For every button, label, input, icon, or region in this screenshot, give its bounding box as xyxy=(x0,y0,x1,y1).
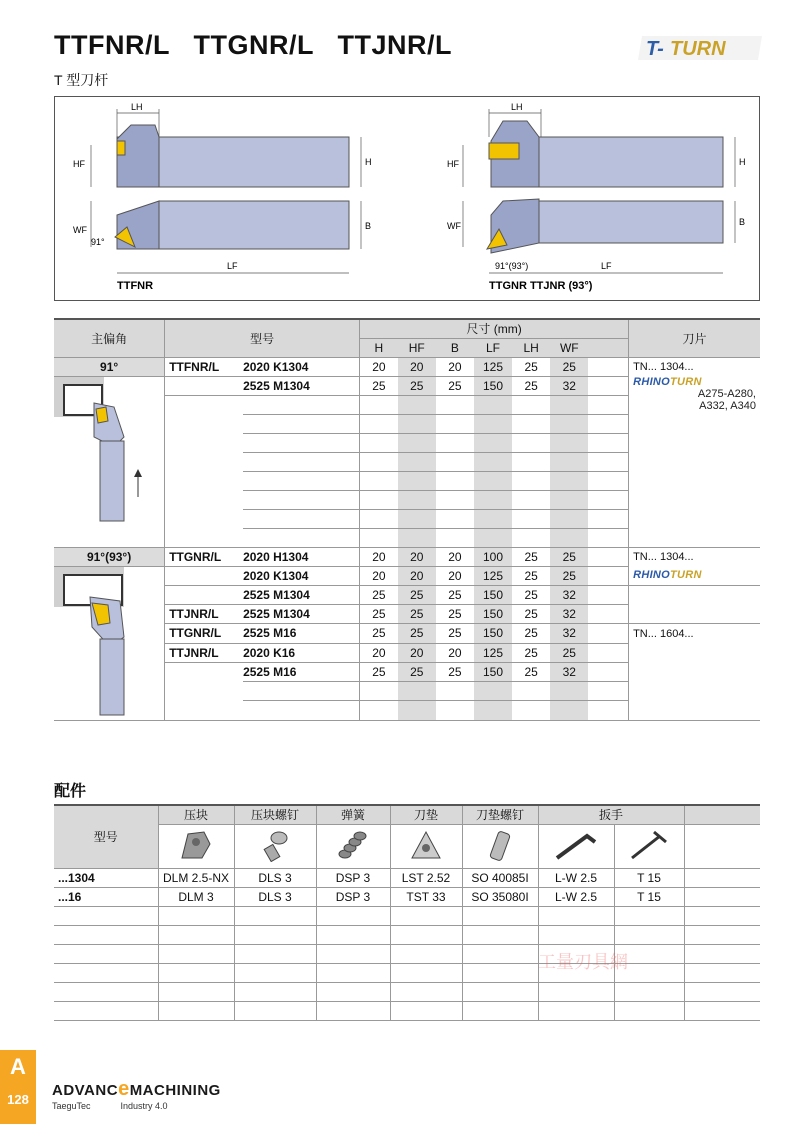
acc-col-shim: 刀垫 xyxy=(390,805,462,824)
insert-pages-a[interactable]: A275-A280, xyxy=(697,388,756,400)
t-wrench-icon xyxy=(614,824,684,868)
b-value: 25 xyxy=(436,376,474,395)
svg-text:91°(93°): 91°(93°) xyxy=(495,261,529,271)
h-value: 20 xyxy=(360,566,398,585)
wf-value: 25 xyxy=(550,547,588,566)
lh-value: 25 xyxy=(512,357,550,376)
lh-value: 25 xyxy=(512,662,550,681)
svg-text:LH: LH xyxy=(131,102,143,112)
code-cell: 2020 K1304 xyxy=(243,357,360,376)
watermark: 工量刃具網 xyxy=(538,952,628,972)
b-value: 20 xyxy=(436,357,474,376)
svg-text:HF: HF xyxy=(447,159,459,169)
code-cell: 2020 H1304 xyxy=(243,547,360,566)
table-row xyxy=(54,376,760,395)
svg-text:H: H xyxy=(739,157,746,167)
shim-screw-value: SO 40085I xyxy=(462,868,538,887)
col-angle: 主偏角 xyxy=(54,319,165,357)
wf-value: 25 xyxy=(550,357,588,376)
clamp-value: DLM 2.5-NX xyxy=(158,868,234,887)
shim-screw-icon xyxy=(462,824,538,868)
code-cell: 2525 M1304 xyxy=(243,585,360,604)
insert-pages-b[interactable]: A332, A340 xyxy=(699,400,756,412)
h-value: 25 xyxy=(360,585,398,604)
b-value: 25 xyxy=(436,585,474,604)
h-value: 25 xyxy=(360,376,398,395)
hf-value: 25 xyxy=(398,605,436,624)
svg-text:TTGNR TTJNR (93°): TTGNR TTJNR (93°) xyxy=(489,280,593,292)
t-turn-logo xyxy=(636,34,764,62)
code-cell: 2525 M16 xyxy=(243,662,360,681)
clamp-screw-icon xyxy=(234,824,316,868)
hf-value: 25 xyxy=(398,662,436,681)
lh-value: 25 xyxy=(512,624,550,643)
series-cell: TTGNR/L xyxy=(165,547,243,566)
accessories-title: 配件 xyxy=(54,783,87,800)
lf-value: 150 xyxy=(474,585,512,604)
ttgnr-holder-icon xyxy=(54,567,158,717)
svg-text:LH: LH xyxy=(511,102,523,112)
wf-value: 25 xyxy=(550,566,588,585)
acc-col-clamp: 压块 xyxy=(158,805,234,824)
series-cell: TTFNR/L xyxy=(165,357,243,376)
table-row xyxy=(54,868,760,887)
svg-text:91°: 91° xyxy=(91,237,105,247)
ttfnr-top-view xyxy=(73,201,371,292)
insert-code: TN... 1304... xyxy=(633,360,694,373)
svg-text:WF: WF xyxy=(73,225,87,235)
t-wrench-value: T 15 xyxy=(614,868,684,887)
insert-info-1 xyxy=(629,376,760,547)
h-value: 25 xyxy=(360,605,398,624)
ttfnr-holder-icon xyxy=(54,377,158,527)
series-cell: TTJNR/L xyxy=(165,643,243,662)
lf-value: 150 xyxy=(474,624,512,643)
acc-col-clamp-screw: 压块螺钉 xyxy=(234,805,316,824)
ttfnr-icon-cell xyxy=(54,376,165,547)
col-wf: WF xyxy=(550,338,588,357)
h-value: 20 xyxy=(360,643,398,662)
spring-value: DSP 3 xyxy=(316,887,390,906)
wf-value: 32 xyxy=(550,624,588,643)
wf-value: 32 xyxy=(550,585,588,604)
series-cell: TTJNR/L xyxy=(165,605,243,624)
rhinoturn-logo: RHINOTURN xyxy=(633,376,702,388)
shim-screw-value: SO 35080I xyxy=(462,887,538,906)
b-value: 20 xyxy=(436,566,474,585)
table-row xyxy=(54,566,760,585)
lh-value: 25 xyxy=(512,585,550,604)
svg-text:TTFNR: TTFNR xyxy=(117,280,154,292)
b-value: 25 xyxy=(436,624,474,643)
insert-code: TN... 1604... xyxy=(633,627,694,640)
hf-value: 25 xyxy=(398,585,436,604)
lh-value: 25 xyxy=(512,605,550,624)
ttfnr-side-view xyxy=(73,102,372,187)
page-tab xyxy=(0,1050,36,1124)
accessories-table xyxy=(54,804,760,1021)
svg-text:T-: T- xyxy=(646,38,664,60)
page-title: TTFNR/L TTGNR/L TTJNR/L xyxy=(54,30,452,60)
wf-value: 32 xyxy=(550,605,588,624)
code-cell: 2525 M1304 xyxy=(243,376,360,395)
col-insert: 刀片 xyxy=(629,319,760,357)
holder-spec-table xyxy=(54,318,760,721)
ttgnr-top-view xyxy=(447,199,745,292)
svg-text:H: H xyxy=(365,157,372,167)
lh-value: 25 xyxy=(512,376,550,395)
ttgnr-side-view xyxy=(447,102,746,187)
acc-col-model: 型号 xyxy=(54,805,158,868)
lf-value: 150 xyxy=(474,605,512,624)
lh-value: 25 xyxy=(512,547,550,566)
table-row xyxy=(54,887,760,906)
hf-value: 20 xyxy=(398,357,436,376)
l-wrench-icon xyxy=(538,824,614,868)
wf-value: 32 xyxy=(550,662,588,681)
svg-text:WF: WF xyxy=(447,221,461,231)
page-number: 128 xyxy=(7,1092,29,1107)
lf-value: 150 xyxy=(474,662,512,681)
spring-icon xyxy=(316,824,390,868)
svg-text:HF: HF xyxy=(73,159,85,169)
col-b: B xyxy=(436,338,474,357)
shim-value: LST 2.52 xyxy=(390,868,462,887)
clamp-value: DLM 3 xyxy=(158,887,234,906)
clamp-icon xyxy=(158,824,234,868)
svg-text:B: B xyxy=(739,217,746,227)
code-cell: 2525 M1304 xyxy=(243,605,360,624)
h-value: 20 xyxy=(360,547,398,566)
acc-model: ...16 xyxy=(54,887,158,906)
svg-text:LF: LF xyxy=(227,261,238,271)
col-dims-group: 尺寸 (mm) xyxy=(360,319,629,338)
wf-value: 25 xyxy=(550,643,588,662)
col-hf: HF xyxy=(398,338,436,357)
acc-model: ...1304 xyxy=(54,868,158,887)
lf-value: 125 xyxy=(474,357,512,376)
h-value: 25 xyxy=(360,624,398,643)
l-wrench-value: L-W 2.5 xyxy=(538,887,614,906)
lh-value: 25 xyxy=(512,566,550,585)
lf-value: 100 xyxy=(474,547,512,566)
svg-text:B: B xyxy=(365,221,372,231)
advance-machining-logo: ADVANCeMACHINING TaeguTec Industry 4.0 xyxy=(52,1078,221,1111)
hf-value: 20 xyxy=(398,547,436,566)
b-value: 25 xyxy=(436,605,474,624)
code-cell: 2020 K1304 xyxy=(243,566,360,585)
lf-value: 150 xyxy=(474,376,512,395)
col-lh: LH xyxy=(512,338,550,357)
lf-value: 125 xyxy=(474,643,512,662)
code-cell: 2525 M16 xyxy=(243,624,360,643)
b-value: 20 xyxy=(436,547,474,566)
clamp-screw-value: DLS 3 xyxy=(234,868,316,887)
clamp-screw-value: DLS 3 xyxy=(234,887,316,906)
series-cell: TTGNR/L xyxy=(165,624,243,643)
hf-value: 20 xyxy=(398,566,436,585)
wf-value: 32 xyxy=(550,376,588,395)
code-cell: 2020 K16 xyxy=(243,643,360,662)
acc-col-spring: 弹簧 xyxy=(316,805,390,824)
hf-value: 20 xyxy=(398,643,436,662)
lf-value: 125 xyxy=(474,566,512,585)
svg-text:TURN: TURN xyxy=(670,38,726,60)
ttgnr-icon-cell xyxy=(54,566,165,720)
table-row xyxy=(54,357,760,376)
col-model: 型号 xyxy=(165,319,360,357)
lh-value: 25 xyxy=(512,643,550,662)
svg-text:LF: LF xyxy=(601,261,612,271)
col-lf: LF xyxy=(474,338,512,357)
t-wrench-value: T 15 xyxy=(614,887,684,906)
acc-col-shim-screw: 刀垫螺钉 xyxy=(462,805,538,824)
tool-holder-drawings xyxy=(54,96,760,301)
l-wrench-value: L-W 2.5 xyxy=(538,868,614,887)
section-letter: A xyxy=(10,1054,26,1079)
b-value: 20 xyxy=(436,643,474,662)
rhinoturn-logo-2: RHINOTURN xyxy=(629,566,760,585)
insert-code: TN... 1304... xyxy=(633,550,694,563)
acc-col-wrench: 扳手 xyxy=(538,805,684,824)
b-value: 25 xyxy=(436,662,474,681)
table-row xyxy=(54,547,760,566)
spring-value: DSP 3 xyxy=(316,868,390,887)
shim-icon xyxy=(390,824,462,868)
angle-91-93: 91°(93°) xyxy=(54,547,165,566)
hf-value: 25 xyxy=(398,624,436,643)
shim-value: TST 33 xyxy=(390,887,462,906)
angle-91: 91° xyxy=(54,357,165,376)
h-value: 20 xyxy=(360,357,398,376)
hf-value: 25 xyxy=(398,376,436,395)
col-h: H xyxy=(360,338,398,357)
h-value: 25 xyxy=(360,662,398,681)
page-subtitle: T 型刀杆 xyxy=(54,72,109,88)
